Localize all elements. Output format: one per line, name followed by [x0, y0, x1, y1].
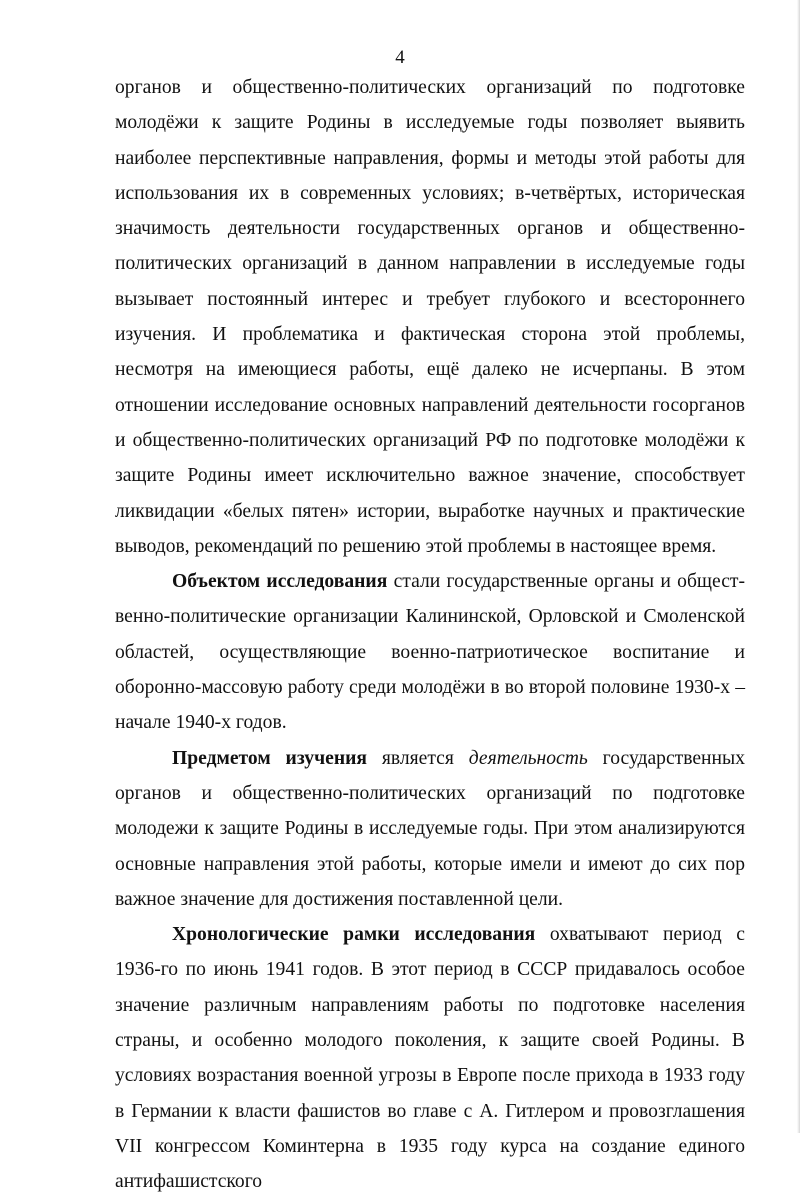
chronology-text: охватывают период с 1936-го по июнь 1941 годов. В этот период в СССР придавалось особое значение различным направлениям работы по подготовке населения страны, и особенно молодого поколения, к защите своей Родины. В условиях возрастания военной угрозы в Европе после прихода в 1933 году в Германии к власти фашистов во главе с А. Гитлером и провозглашения VII конгрессом Коминтерна в 1935 году курса на создание единого антифашистского: [115, 924, 745, 1193]
chronology-heading: Хронологические рамки исследования: [172, 924, 536, 946]
page-number: 4: [395, 47, 405, 68]
paragraph-continuation: органов и общественно-политических организаций по подготовке молодёжи к защите Родины в исследуемые годы позволяет выявить наиболее перспективные направления, формы и методы этой работы для использования их в современных условиях; в-четвёртых, историческая значимость деятельности государственных органов и общественно-политических организаций в данном направлении в исследуемые годы вызывает постоянный интерес и требует глубокого и всестороннего изучения. И проблематика и фактическая сторона этой проблемы, несмотря на имеющиеся работы, ещё далеко не исчерпаны. В этом отношении исследование основных направлений деятельности госорганов и общественно-политических организаций РФ по подготовке молодёжи к защите Родины имеет исключительно важное значение, способствует ликвидации «белых пятен» истории, выработке научных и практические выводов, рекомендаций по решению этой проблемы в настоящее время.: [115, 77, 745, 557]
object-text: стали государственные органы и общественно-политические организации Калининской, Орловской и Смоленской областей, осуществляющие военно-патриотическое воспитание и оборонно-массовую работу среди молодёжи в во второй половине 1930-х – начале 1940-х годов.: [115, 571, 745, 734]
paragraph-subject: [115, 741, 745, 917]
body-text: [115, 70, 745, 1200]
paragraph-object: [115, 564, 745, 740]
subject-heading: Предметом изучения: [172, 747, 368, 769]
subject-text-a: является: [367, 747, 469, 769]
object-heading: Объектом исследования: [172, 571, 388, 593]
paragraph-chronology: [115, 917, 745, 1199]
subject-italic-word: деятельность: [468, 747, 588, 769]
subject-text-b: государственных органов и общественно-политических организаций по подготовке молодежи к защите Родины в исследуемые годы. При этом анализируются основные направления этой работы, которые имели и имеют до сих пор важное значение для достижения поставленной цели.: [115, 747, 745, 910]
